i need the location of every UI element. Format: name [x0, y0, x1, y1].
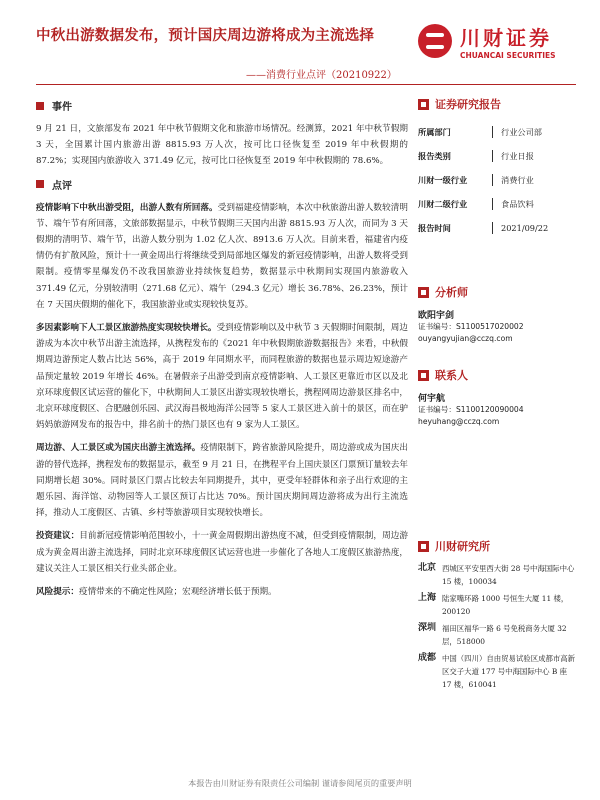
address-text: 西城区平安里西大街 28 号中海国际中心 15 楼，100034 [442, 564, 575, 586]
person-icon [418, 287, 429, 298]
info-value: 行业公司部 [492, 126, 542, 138]
logo-icon [418, 24, 452, 58]
address-text: 陆家嘴环路 1000 号恒生大厦 11 楼，200120 [442, 594, 569, 616]
sidebar-contact-heading [418, 367, 578, 383]
events-paragraph: 9 月 21 日，文旅部发布 2021 年中秋节假期文化和旅游市场情况。经测算，2021 年中秋节假期 3 天，全国累计国内旅游出游 8815.93 万人次，按可比口径恢复至 2019 年中秋假期的 87.2%；实现国内旅游收入 371.49 亿元，按可比口径恢复至 2019 年中秋假期的 78.6%。 [36, 124, 408, 167]
comment-paragraph [36, 200, 408, 313]
info-value: 消费行业 [492, 174, 534, 186]
contact-icon [418, 370, 429, 381]
info-value: 2021/09/22 [492, 222, 548, 234]
info-row [418, 168, 578, 192]
contact-cert: 证书编号：S1100120090004 [418, 405, 524, 414]
analyst-name: 欧阳宇剑 [418, 311, 455, 321]
main-content [36, 96, 408, 607]
logo-text-cn: 川财证券 [460, 26, 552, 50]
section-events-heading [36, 98, 408, 113]
address-row [418, 652, 578, 691]
address-row [418, 622, 578, 648]
sidebar-heading-text: 川财研究所 [435, 540, 490, 553]
section-title: 点评 [52, 180, 72, 192]
paragraph-body: 受到福建疫情影响，本次中秋旅游出游人数较清明节、端午节有所回落，文旅部数据显示，中秋节假期三天国内出游 8815.93 万人次，而同为 3 天假期的清明节、端午节，出游人数分别为 1.02 亿人次、8913.6 万人次。目前来看，福建省内疫情仍有扩散风险，预计十一黄金周出行将继续受到局部地区爆发的新冠疫情影响，出游人数将受到限制。疫情零星爆发仍不改我国旅游业持续恢复趋势，数据显示中秋期间实现国内旅游收入 371.49 亿元，分别较清明（271.68 亿元）、端午（294.3 亿元）增长 36.78%、26.23%，预计在 7 天国庆假期的催化下，我国旅游业或实现较快复苏。 [36, 202, 408, 310]
info-key: 川财二级行业 [418, 199, 468, 209]
analyst-email[interactable]: ouyangyujian@cczq.com [418, 334, 513, 343]
info-row [418, 120, 578, 144]
paragraph-body: 疫情限制下，跨省旅游风险提升，周边游或成为国庆出游的替代选择，携程发布的数据显示，截至 9 月 21 日，在携程平台上国庆景区门票预订量较去年同期增长超 30%。同时景区门票占比较去年同期提升，其中，更受年轻群体和亲子出行欢迎的主题乐园、海洋馆、动物园等人工景区预订占比达 70%。预计国庆期间周边游将成为出行主流选择，推动人工度假区、古镇、乡村等旅游项目实现较快增长。 [36, 443, 408, 519]
page-footer: 本报告由川财证券有限责任公司编制 谨请参阅尾页的重要声明 [188, 778, 412, 788]
contact-email[interactable]: heyuhang@cczq.com [418, 417, 500, 426]
address-city: 成都 [418, 653, 437, 663]
address-row [418, 562, 578, 588]
address-city: 北京 [418, 563, 437, 573]
info-row [418, 216, 578, 240]
paragraph-body: 疫情带来的不确定性风险；宏观经济增长低于预期。 [78, 587, 277, 598]
sidebar-analyst-heading [418, 284, 578, 300]
paragraph-lead: 投资建议： [36, 531, 80, 542]
comment-paragraph [36, 440, 408, 521]
info-key: 报告时间 [418, 223, 451, 233]
info-row [418, 144, 578, 168]
section-comments-heading [36, 177, 408, 192]
info-key: 川财一级行业 [418, 175, 468, 185]
paragraph-body: 目前新冠疫情影响范围较小，十一黄金周假期出游热度不减，但受到疫情限制，周边游成为黄金周出游主流选择，同时北京环球度假区试运营也进一步催化了各地人工度假区旅游热度，建议关注人工景区相关行业头部企业。 [36, 531, 408, 574]
investment-advice [36, 528, 408, 577]
section-bullet-icon [36, 102, 44, 110]
address-text: 中国（四川）自由贸易试验区成都市高新区交子大道 177 号中海国际中心 B 座 17 楼，610041 [442, 654, 576, 689]
header-divider [36, 84, 576, 85]
sidebar-heading-text: 联系人 [435, 369, 468, 382]
analyst-cert: 证书编号：S1100517020002 [418, 322, 524, 331]
paragraph-lead: 风险提示： [36, 587, 79, 598]
info-value: 行业日报 [492, 150, 534, 162]
address-city: 上海 [418, 593, 437, 603]
paragraph-lead: 多因素影响下人工景区旅游热度实现较快增长。 [36, 323, 217, 334]
address-text: 福田区福华一路 6 号免税商务大厦 32 层，518000 [442, 624, 567, 646]
contact-name: 何宇航 [418, 394, 446, 404]
risk-warning [36, 584, 408, 600]
info-row [418, 192, 578, 216]
address-city: 深圳 [418, 623, 437, 633]
info-key: 所属部门 [418, 127, 451, 137]
info-value: 食品饮料 [492, 198, 534, 210]
logo-text-en: CHUANCAI SECURITIES [460, 51, 556, 60]
company-logo [418, 20, 568, 66]
sidebar-heading-text: 分析师 [435, 286, 468, 299]
section-bullet-icon [36, 180, 44, 188]
section-title: 事件 [52, 102, 72, 113]
sidebar-report-heading [418, 96, 578, 112]
sidebar-heading-text: 证券研究报告 [435, 98, 501, 111]
paragraph-lead: 周边游、人工景区或为国庆出游主流选择。 [36, 443, 201, 454]
info-key: 报告类别 [418, 151, 451, 161]
paragraph-body: 受到疫情影响以及中秋节 3 天假期时间限制，周边游成为本次中秋节出游主流选择，从携程发布的《2021 年中秋假期旅游数据报告》来看，中秋假期周边游预定人数占比达 56%，高于 2019 年同期水平，而同程旅游的数据也显示周边短途游产品预定量较 2019 年增长 46%。在暑假亲子出游受到南京疫情影响、人工景区更靠近市区以及北京环球度假区试运营的催化下，中秋期间人工景区出游实现较快增长，携程网周边游景区排名中，北京环球度假区、合肥融创乐园、武汉海昌极地海洋公园等 5 家人工景区进入前十的景区，而在驴妈妈旅游网发布的报告中，排名前十的热门景区也有 9 家为人工景区。 [36, 323, 408, 431]
sidebar [418, 96, 578, 695]
document-icon [418, 99, 429, 110]
building-icon [418, 541, 429, 552]
report-subtitle: ——消费行业点评（20210922） [246, 70, 397, 81]
address-row [418, 592, 578, 618]
paragraph-lead: 疫情影响下中秋出游受阻，出游人数有所回落。 [36, 202, 218, 213]
comment-paragraph [36, 320, 408, 433]
report-title: 中秋出游数据发布，预计国庆周边游将成为主流选择 [36, 27, 375, 44]
sidebar-institute-heading [418, 538, 578, 554]
